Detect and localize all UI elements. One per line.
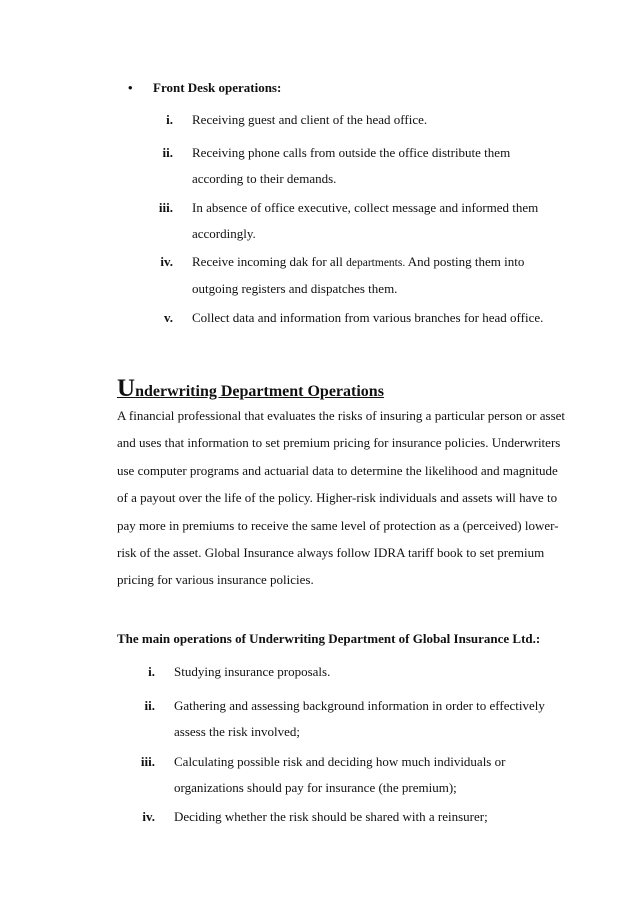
paragraph-line: of a payout over the life of the policy. Higher-risk individuals and assets will have to <box>117 490 558 506</box>
heading-initial: U <box>117 375 136 402</box>
list-item-text: Receiving phone calls from outside the office distribute them according to their demands. <box>192 145 511 186</box>
list-item-text: In absence of office executive, collect message and informed them accordingly. <box>192 200 539 241</box>
list-item-number: iii. <box>140 754 155 769</box>
list-item-text: Collect data and information from various branches for head office. <box>192 310 544 325</box>
paragraph-line: A financial professional that evaluates the risks of insuring a particular person or asset <box>117 408 566 423</box>
list-item-text: Calculating possible risk and deciding how much individuals or organizations should pay for insurance (the premium); <box>174 754 506 795</box>
bullet-icon: • <box>128 80 133 95</box>
paragraph-line: risk of the asset. Global Insurance always follow IDRA tariff book to set premium <box>117 545 545 561</box>
list-item-text: Gathering and assessing background information in order to effectively assess the risk involved; <box>174 698 545 739</box>
list-item-number: ii. <box>144 698 155 713</box>
paragraph-line: use computer programs and actuarial data to determine the likelihood and magnitude <box>117 462 558 478</box>
list-item-number: i. <box>166 112 173 127</box>
list-item-number: iv. <box>142 809 155 824</box>
paragraph-line: pay more in premiums to receive the same level of protection as a (perceived) lower- <box>117 517 559 533</box>
list-item-number: ii. <box>162 145 173 160</box>
list-item-number: v. <box>163 310 173 325</box>
underwriting-paragraph <box>117 402 566 594</box>
list-item-text: Receiving guest and client of the head office. <box>192 112 428 127</box>
list-item-text: Deciding whether the risk should be shared with a reinsurer; <box>174 809 488 824</box>
list-item-text: Receive incoming dak for all departments. And posting them into outgoing registers and dispatches them. <box>192 254 525 296</box>
paragraph-line: and uses that information to set premium pricing for insurance policies. Underwriters <box>117 435 561 451</box>
list-item-number: i. <box>148 664 155 679</box>
list-item-number: iv. <box>160 254 173 269</box>
paragraph-line: pricing for various insurance policies. <box>117 572 314 588</box>
list-item-number: iii. <box>158 200 173 215</box>
underwriting-heading <box>117 376 384 401</box>
list-item-text: Studying insurance proposals. <box>174 664 331 679</box>
front-desk-heading-text: Front Desk operations: <box>153 80 282 95</box>
underwriting-subheading: The main operations of Underwriting Department of Global Insurance Ltd.: <box>117 631 541 646</box>
heading-rest: nderwriting Department Operations <box>135 383 384 400</box>
